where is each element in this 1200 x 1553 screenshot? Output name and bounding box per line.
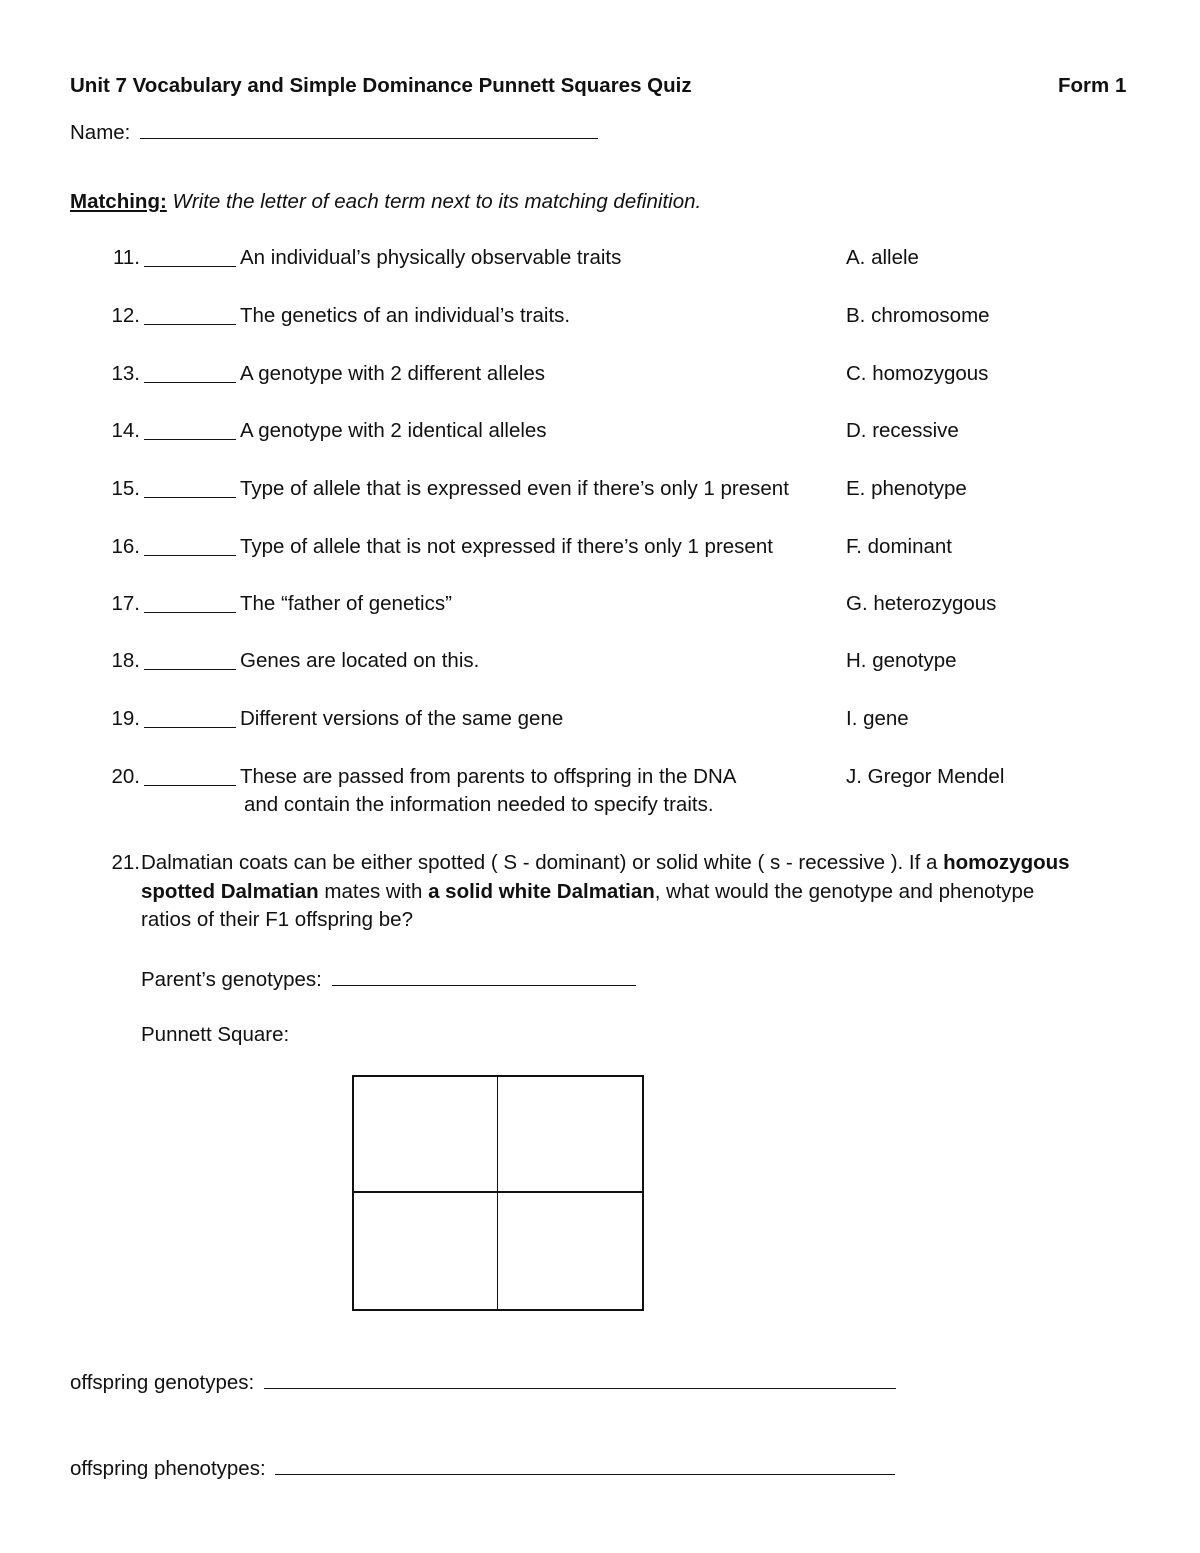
form-label: Form 1 [1058, 74, 1127, 97]
punnett-cell[interactable] [498, 1193, 642, 1309]
matching-text: Write the letter of each term next to its matching definition. [172, 190, 702, 213]
question-definition: An individual’s physically observable traits [240, 246, 622, 269]
question-number: 13. [111, 362, 140, 385]
question-number: 18. [111, 649, 140, 672]
question-definition: A genotype with 2 different alleles [240, 362, 546, 385]
term-option: G. heterozygous [846, 592, 997, 615]
question-number: 16. [111, 535, 140, 558]
question-21-text: , what would the genotype and phenotype [654, 880, 1035, 903]
offspring-genotypes-row [70, 1368, 896, 1395]
name-field[interactable] [140, 118, 598, 139]
offspring-genotypes-label: offspring genotypes: [70, 1371, 255, 1394]
question-21-number: 21. [111, 851, 140, 874]
answer-blank[interactable] [144, 362, 236, 383]
question-definition: A genotype with 2 identical alleles [240, 419, 547, 442]
matching-label: Matching: [70, 190, 167, 213]
term-option: D. recessive [846, 419, 959, 442]
parents-genotypes-field[interactable] [332, 965, 636, 986]
matching-question-17 [104, 592, 1104, 642]
offspring-phenotypes-field[interactable] [275, 1454, 895, 1475]
question-number: 11. [113, 246, 140, 269]
offspring-genotypes-field[interactable] [264, 1368, 896, 1389]
question-number: 12. [111, 304, 140, 327]
parents-genotypes-row [141, 965, 636, 992]
question-number: 14. [111, 419, 140, 442]
answer-blank[interactable] [144, 477, 236, 498]
term-option: J. Gregor Mendel [846, 765, 1005, 788]
punnett-square [352, 1075, 644, 1311]
parents-genotypes-label: Parent’s genotypes: [141, 968, 322, 991]
question-21-bold: spotted Dalmatian [141, 880, 319, 903]
matching-instructions [70, 190, 701, 214]
matching-question-15 [104, 477, 1104, 527]
punnett-cell[interactable] [354, 1077, 498, 1193]
question-definition: The genetics of an individual’s traits. [240, 304, 571, 327]
name-row [70, 118, 598, 145]
question-21-line1 [141, 851, 1070, 875]
punnett-label: Punnett Square: [141, 1023, 290, 1046]
matching-question-14 [104, 419, 1104, 469]
question-definition: Type of allele that is not expressed if there’s only 1 present [240, 535, 773, 558]
term-option: C. homozygous [846, 362, 989, 385]
question-21-line3: ratios of their F1 offspring be? [141, 908, 413, 931]
question-definition: Type of allele that is expressed even if there’s only 1 present [240, 477, 789, 500]
answer-blank[interactable] [144, 246, 236, 267]
punnett-cell[interactable] [498, 1077, 642, 1193]
punnett-cell[interactable] [354, 1193, 498, 1309]
question-number: 19. [111, 707, 140, 730]
name-label: Name: [70, 121, 131, 144]
question-number: 17. [111, 592, 140, 615]
question-21-line2 [141, 880, 1034, 904]
matching-question-12 [104, 304, 1104, 354]
answer-blank[interactable] [144, 304, 236, 325]
offspring-phenotypes-label: offspring phenotypes: [70, 1457, 266, 1480]
matching-question-19 [104, 707, 1104, 757]
term-option: E. phenotype [846, 477, 967, 500]
matching-question-11 [104, 246, 1104, 296]
question-definition-line2: and contain the information needed to specify traits. [244, 793, 714, 816]
question-number: 15. [111, 477, 140, 500]
question-21-text: mates with [318, 880, 429, 903]
answer-blank[interactable] [144, 419, 236, 440]
matching-question-16 [104, 535, 1104, 585]
quiz-title: Unit 7 Vocabulary and Simple Dominance Punnett Squares Quiz [70, 74, 692, 97]
matching-question-18 [104, 649, 1104, 699]
question-definition: These are passed from parents to offspring in the DNA [240, 765, 737, 788]
question-21-bold: homozygous [943, 851, 1070, 874]
answer-blank[interactable] [144, 592, 236, 613]
question-definition: The “father of genetics” [240, 592, 452, 615]
question-number: 20. [111, 765, 140, 788]
question-21-bold: a solid white Dalmatian [428, 880, 655, 903]
offspring-phenotypes-row [70, 1454, 895, 1481]
answer-blank[interactable] [144, 707, 236, 728]
term-option: F. dominant [846, 535, 952, 558]
term-option: H. genotype [846, 649, 957, 672]
question-definition: Genes are located on this. [240, 649, 480, 672]
question-21-text: Dalmatian coats can be either spotted ( S - dominant) or solid white ( s - recessive ). If a [141, 851, 944, 874]
term-option: I. gene [846, 707, 909, 730]
matching-question-20 [104, 765, 1104, 815]
question-definition: Different versions of the same gene [240, 707, 564, 730]
answer-blank[interactable] [144, 649, 236, 670]
answer-blank[interactable] [144, 765, 236, 786]
term-option: B. chromosome [846, 304, 990, 327]
term-option: A. allele [846, 246, 919, 269]
answer-blank[interactable] [144, 535, 236, 556]
matching-question-13 [104, 362, 1104, 412]
